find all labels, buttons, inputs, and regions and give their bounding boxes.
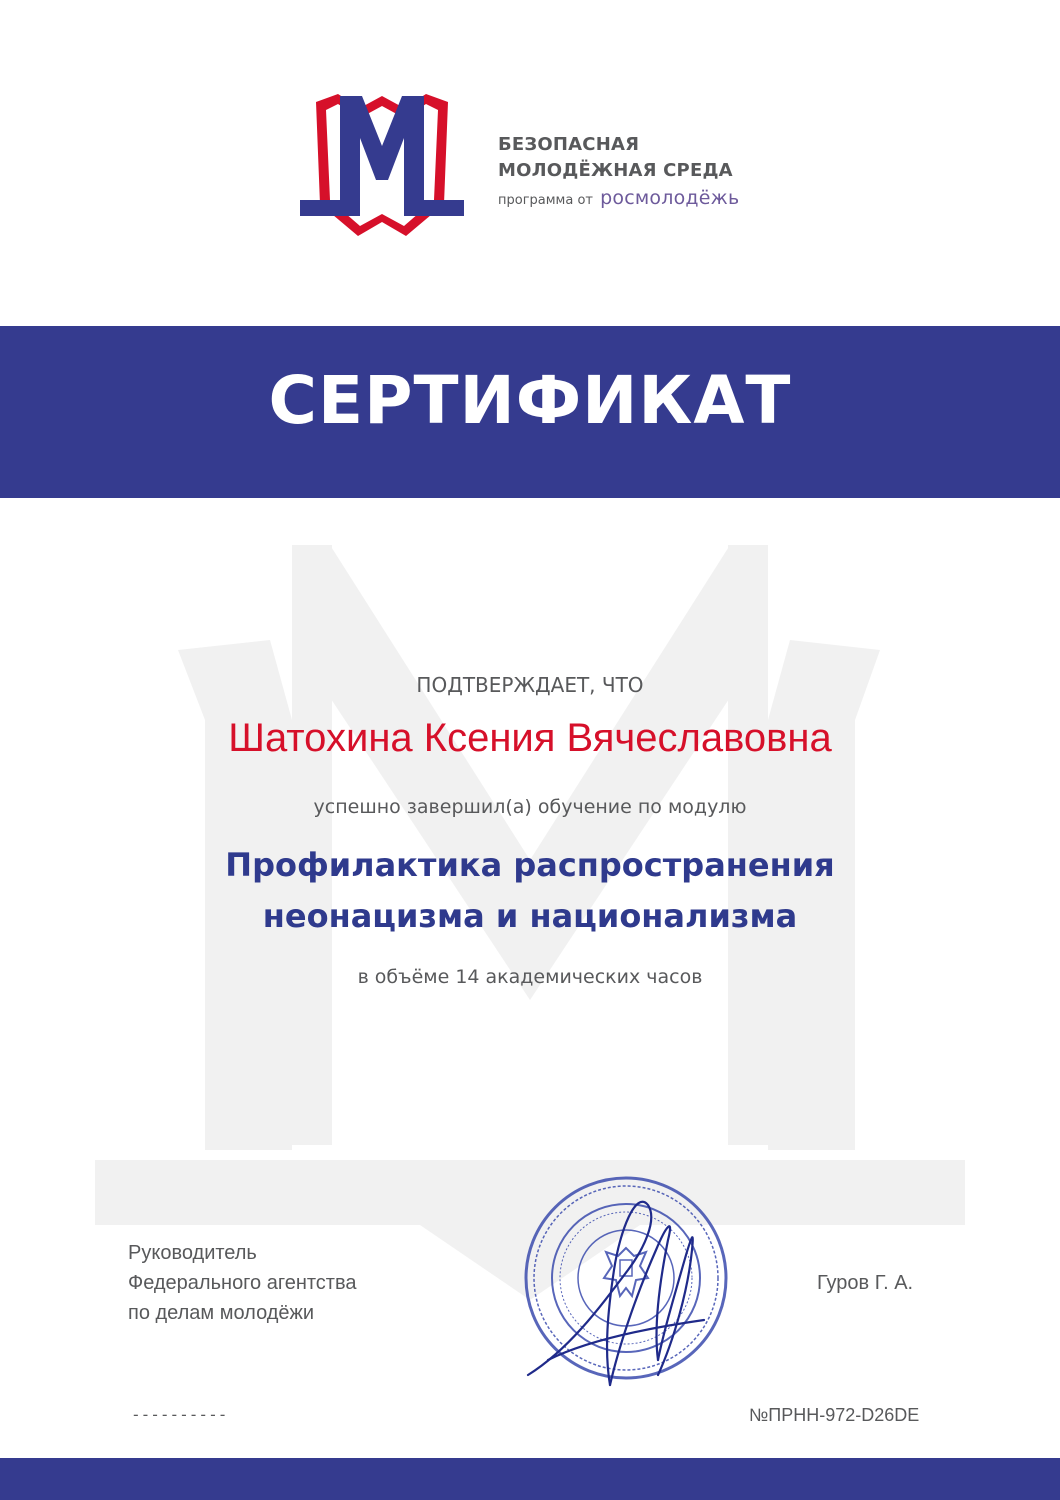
- certificate-title: СЕРТИФИКАТ: [268, 362, 792, 439]
- signer-role-line2: Федерального агентства: [128, 1272, 357, 1294]
- smm-shield-logo-icon: [298, 86, 466, 238]
- signer-name: Гуров Г. А.: [817, 1272, 914, 1294]
- module-title-line2: неонацизма и национализма: [262, 897, 798, 935]
- logo-text-line1: БЕЗОПАСНАЯ: [498, 134, 640, 155]
- module-title-line1: Профилактика распространения: [225, 846, 835, 884]
- logo-rosmolodezh-brand: росмолодёжь: [600, 187, 740, 209]
- logo-text-line3: [498, 187, 739, 209]
- footer-bar: [0, 1458, 1060, 1500]
- recipient-name: Шатохина Ксения Вячеславовна: [228, 716, 832, 760]
- signer-role-line3: по делам молодёжи: [128, 1302, 315, 1324]
- confirms-text: ПОДТВЕРЖДАЕТ, ЧТО: [416, 673, 644, 697]
- date-placeholder: ----------: [131, 1405, 228, 1424]
- completion-text: успешно завершил(а) обучение по модулю: [313, 796, 747, 818]
- certificate-number: №ПРНН-972-D26DE: [749, 1405, 920, 1425]
- logo-text-line2: МОЛОДЁЖНАЯ СРЕДА: [498, 160, 733, 181]
- official-stamp-icon: [508, 1160, 748, 1420]
- signer-role-line1: Руководитель: [128, 1242, 257, 1264]
- hours-volume-text: в объёме 14 академических часов: [357, 966, 703, 988]
- logo-program-prefix: программа от: [498, 193, 593, 208]
